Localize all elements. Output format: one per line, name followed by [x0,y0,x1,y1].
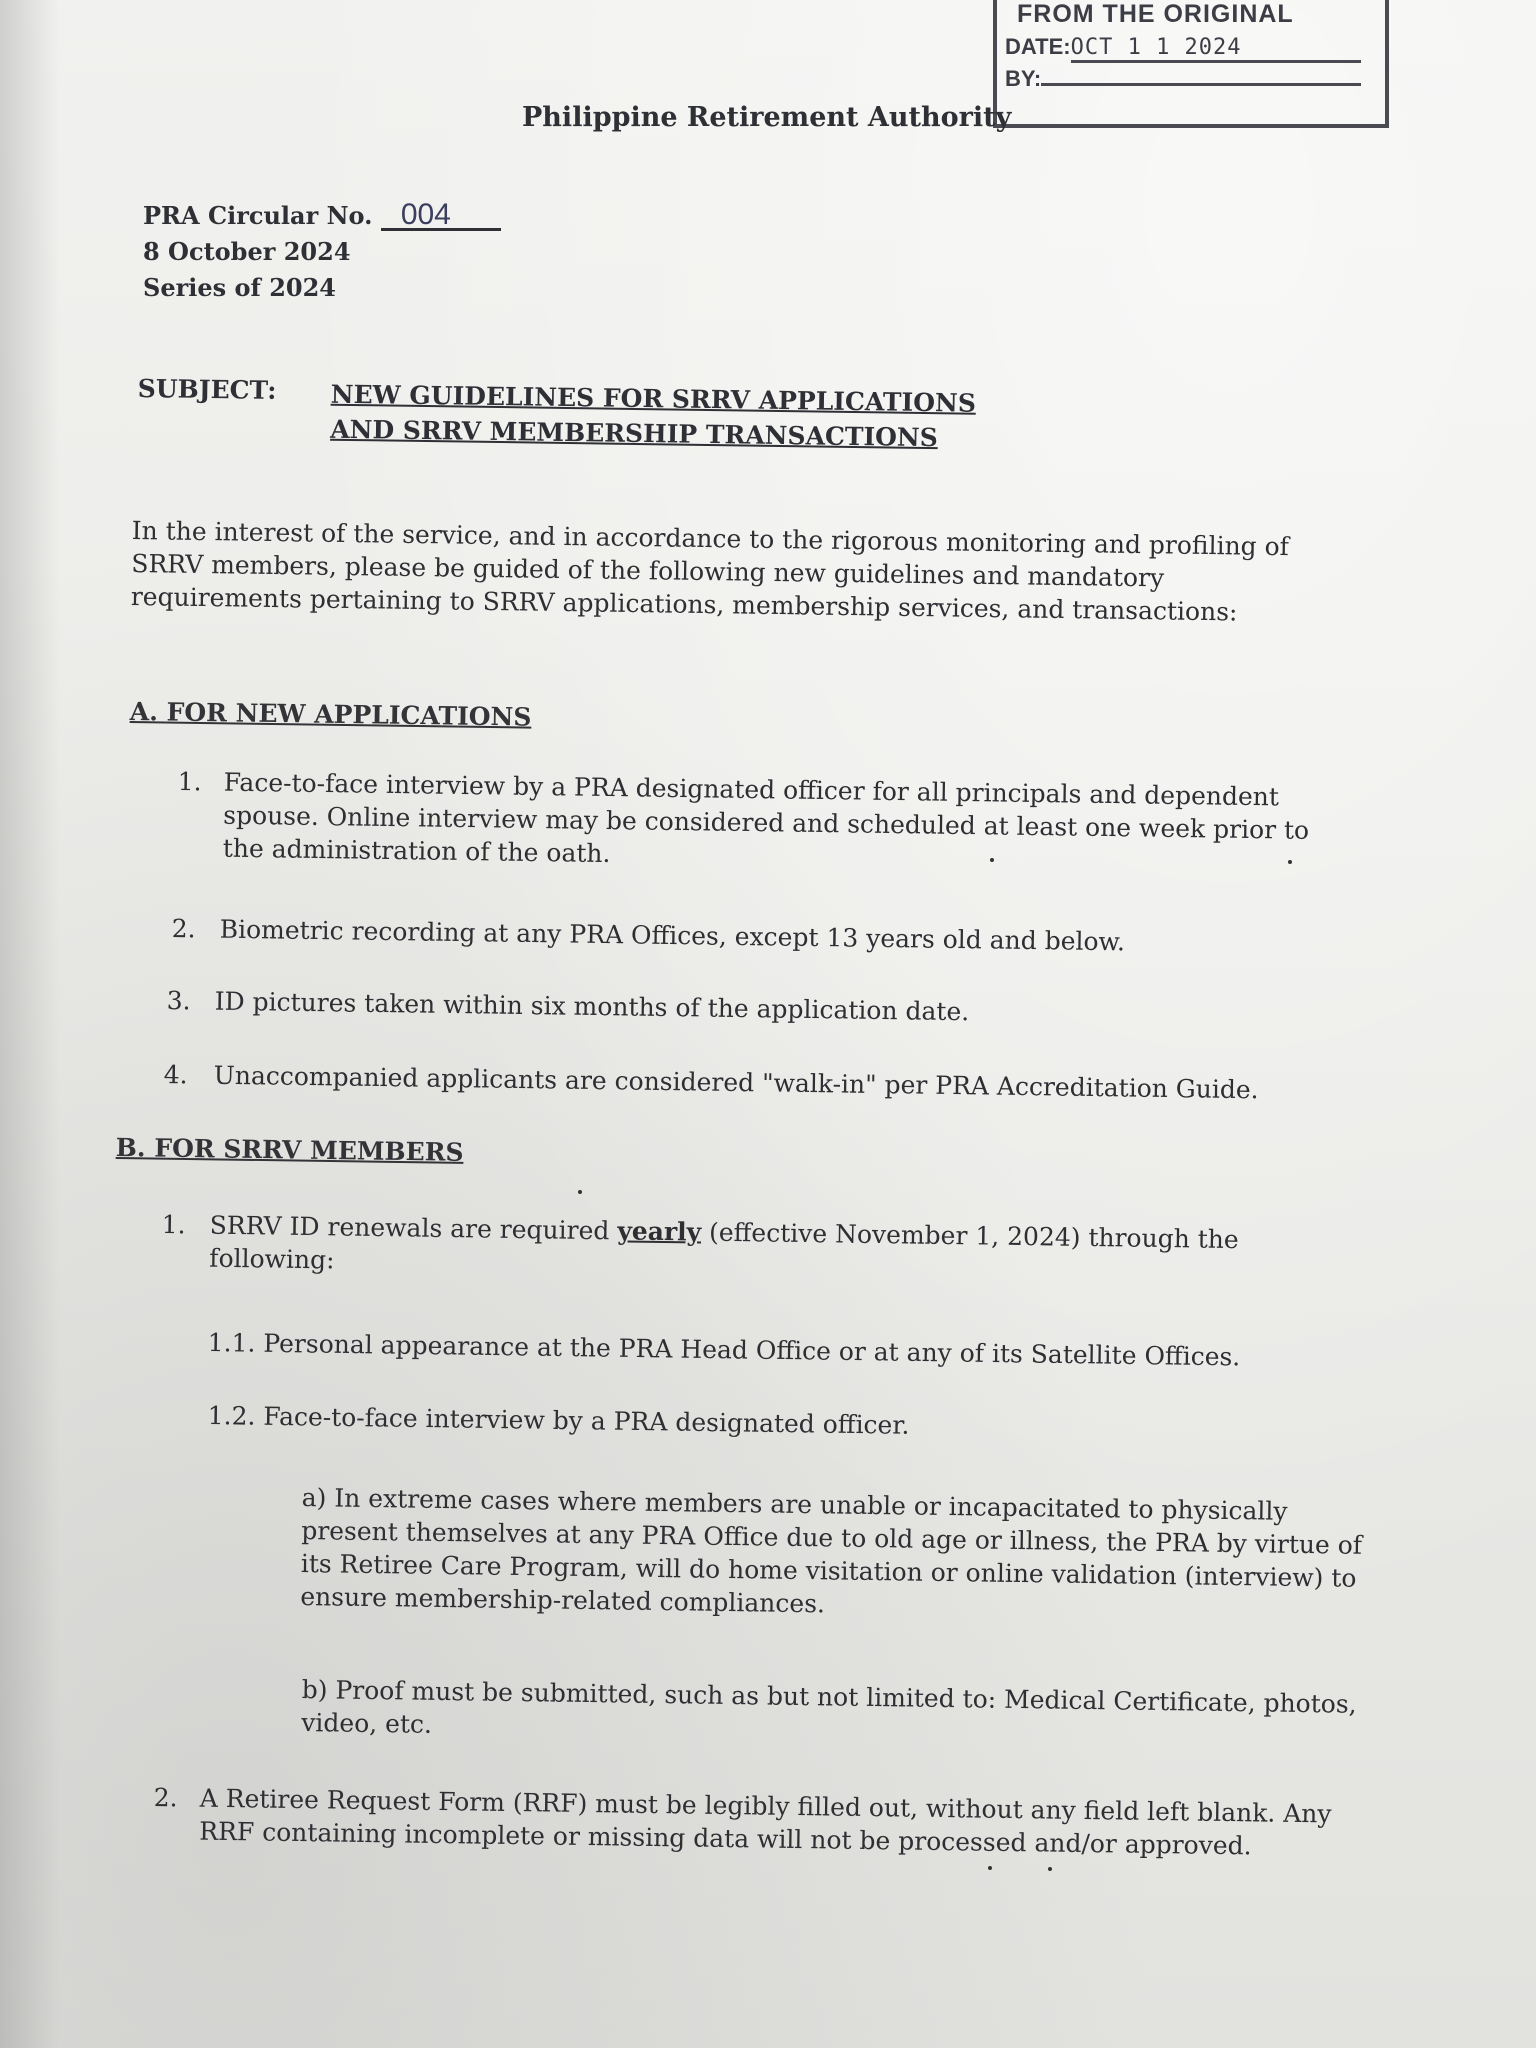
list-item [161,1208,1342,1275]
item-number: 2. [153,1782,178,1813]
item-number: 1. [161,1209,186,1240]
stamp-date-label: DATE: [1005,34,1071,59]
paper-speck [1288,860,1292,864]
item-text: ID pictures taken within six months of the application date. [214,986,970,1027]
item-text-pre: SRRV ID renewals are required [209,1210,618,1246]
list-item [171,912,1352,957]
circular-number: 004 [381,202,501,231]
stamp-by-label: BY: [1005,66,1042,91]
item-number: 2. [171,913,196,944]
stamp-date-value: OCT 1 1 2024 [1071,35,1361,63]
item-text: Biometric recording at any PRA Offices, except 13 years old and below. [219,914,1126,957]
sub-item-a: a) In extreme cases where members are unable or incapacitated to physically present themselves at any PRA Office due to old age or illness, the PRA by virtue of its Retiree Care Program, will do home visitation or online validation (interview) to ensure membership-related compliances. [300,1482,1363,1619]
stamp-header: FROM THE ORIGINAL [1017,0,1294,28]
item-text: A Retiree Request Form (RRF) must be legibly filled out, without any field left blank. Any RRF containing incomplete or missing data will not be processed and/or approved. [199,1783,1332,1861]
list-item [153,1781,1374,1861]
circular-number-line [143,198,501,234]
paper-speck [1048,1867,1052,1871]
sub-item-1-2: 1.2. Face-to-face interview by a PRA designated officer. [207,1400,910,1440]
list-item [177,765,1358,869]
circular-label: PRA Circular No. [143,201,373,230]
intro-paragraph: In the interest of the service, and in accordance to the rigorous monitoring and profiling of SRRV members, please be guided of the following new guidelines and mandatory requirements pertaining to SRRV applications, membership services, and transactions: [130,515,1290,627]
certified-copy-stamp [993,0,1389,128]
section-b-heading: B. FOR SRRV MEMBERS [115,1133,464,1167]
sub-item-1-1: 1.1. Personal appearance at the PRA Head Office or at any of its Satellite Offices. [207,1327,1241,1372]
circular-header [143,198,501,306]
section-a-heading: A. FOR NEW APPLICATIONS [129,697,532,732]
list-item [166,984,1347,1027]
emphasis-yearly: yearly [617,1216,702,1247]
subject-title [330,377,976,456]
item-number: 4. [163,1059,188,1090]
list-item [163,1058,1344,1105]
item-number: 3. [166,985,191,1016]
sub-item-b: b) Proof must be submitted, such as but not limited to: Medical Certificate, photos, video, etc. [301,1674,1357,1739]
item-text [209,1209,1340,1291]
stamp-by-line [1005,66,1361,92]
stamp-date-line [1005,34,1361,63]
circular-series: Series of 2024 [143,273,336,302]
paper-speck [988,1866,992,1870]
organization-name: Philippine Retirement Authority [522,102,1012,133]
circular-date: 8 October 2024 [143,237,351,266]
paper-speck [578,1190,582,1194]
subject-line-2: AND SRRV MEMBERSHIP TRANSACTIONS [330,414,939,453]
subject-label: SUBJECT: [137,374,277,405]
item-text-post: (effective November 1, 2024) through the following: [209,1217,1239,1275]
page-edge-shadow [0,0,60,2048]
subject-line-1: NEW GUIDELINES FOR SRRV APPLICATIONS [330,379,977,418]
paper-speck [990,858,994,862]
stamp-by-rule [1041,83,1361,86]
item-number: 1. [177,766,202,797]
item-text: Unaccompanied applicants are considered "walk-in" per PRA Accreditation Guide. [213,1060,1259,1105]
item-text: Face-to-face interview by a PRA designated officer for all principals and dependent spouse. Online interview may be considered and scheduled at least one week prior to the administration of the oath. [222,767,1310,869]
